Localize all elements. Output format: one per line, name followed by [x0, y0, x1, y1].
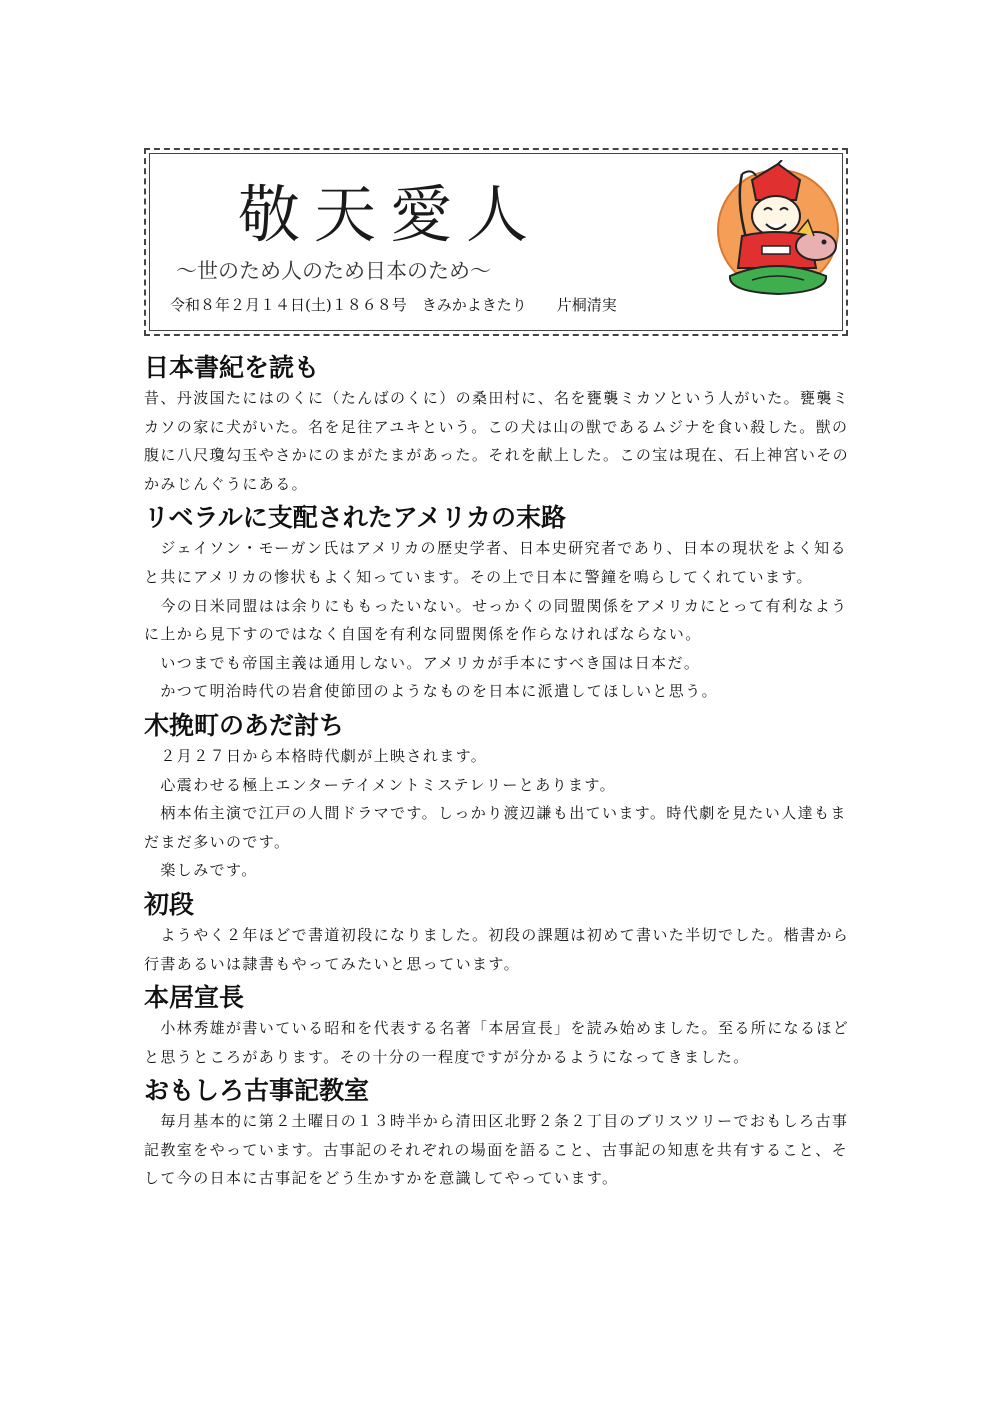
section-paragraph: 楽しみです。: [144, 861, 258, 880]
section-title: 日本書紀を読も: [144, 353, 320, 382]
article-body: [144, 352, 852, 1193]
masthead-subtitle: ～世のため人のため日本のため～: [176, 259, 491, 283]
section-paragraph: 毎月基本的に第２土曜日の１３時半から清田区北野２条２丁目のブリスツリーでおもしろ古事記教室をやっています。古事記のそれぞれの場面を語ること、古事記の知恵を共有すること、そして今の日本に古事記をどう生かすかを意識してやっています。: [144, 1112, 849, 1188]
section-title: おもしろ古事記教室: [144, 1076, 370, 1106]
section-title: 初段: [144, 889, 195, 919]
section-title: 木挽町のあだ討ち: [144, 710, 345, 740]
ebisu-illustration-icon: [712, 160, 844, 300]
issue-info: 令和８年２月１４日(土)１８６８号 きみかよきたり 片桐清実: [170, 296, 617, 314]
section-title: 本居宣長: [144, 983, 245, 1013]
section-paragraph: 心震わせる極上エンターテイメントミステレリーとあります。: [144, 775, 617, 794]
section-paragraph: 小林秀雄が書いている昭和を代表する名著「本居宣長」を読み始めました。至る所になるほどと思うところがあります。その十分の一程度ですが分かるようになってきました。: [144, 1019, 850, 1066]
section-paragraph: いつまでも帝国主義は通用しない。アメリカが手本にすべき国は日本だ。: [144, 653, 701, 672]
section-paragraph: 柄本佑主演で江戸の人間ドラマです。しっかり渡辺謙も出ています。時代劇を見たい人達もまだまだ多いのです。: [144, 804, 847, 851]
section-paragraph: ジェイソン・モーガン氏はアメリカの歴史学者、日本史研究者であり、日本の現状をよく知ると共にアメリカの惨状もよく知っています。その上で日本に警鐘を鳴らしてくれています。: [144, 539, 847, 586]
section-paragraph: かつて明治時代の岩倉使節団のようなものを日本に派遣してほしいと思う。: [144, 682, 719, 701]
masthead: [144, 148, 848, 336]
masthead-title: 敬天愛人: [238, 178, 543, 251]
section-paragraph: ようやく２年ほどで書道初段になりました。初段の課題は初めて書いた半切でした。楷書から行書あるいは隷書もやってみたいと思っています。: [144, 925, 850, 973]
section-paragraph: ２月２７日から本格時代劇が上映されます。: [144, 746, 488, 765]
section-paragraph: 昔、丹波国たにはのくに（たんばのくに）の桑田村に、名を甕襲ミカソという人がいた。甕襲ミカソの家に犬がいた。名を足往アユキという。この犬は山の獣であるムジナを食い殺した。獣の腹に八尺瓊勾玉やさかにのまがたまがあった。それを献上した。この宝は現在、石上神宮いそのかみじんぐうにある。: [144, 389, 850, 493]
section-paragraph: 今の日米同盟はは余りにももったいない。せっかくの同盟関係をアメリカにとって有利なように上から見下すのではなく自国を有利な同盟関係を作らなければならない。: [144, 596, 848, 644]
section-title: リベラルに支配されたアメリカの末路: [144, 503, 567, 533]
